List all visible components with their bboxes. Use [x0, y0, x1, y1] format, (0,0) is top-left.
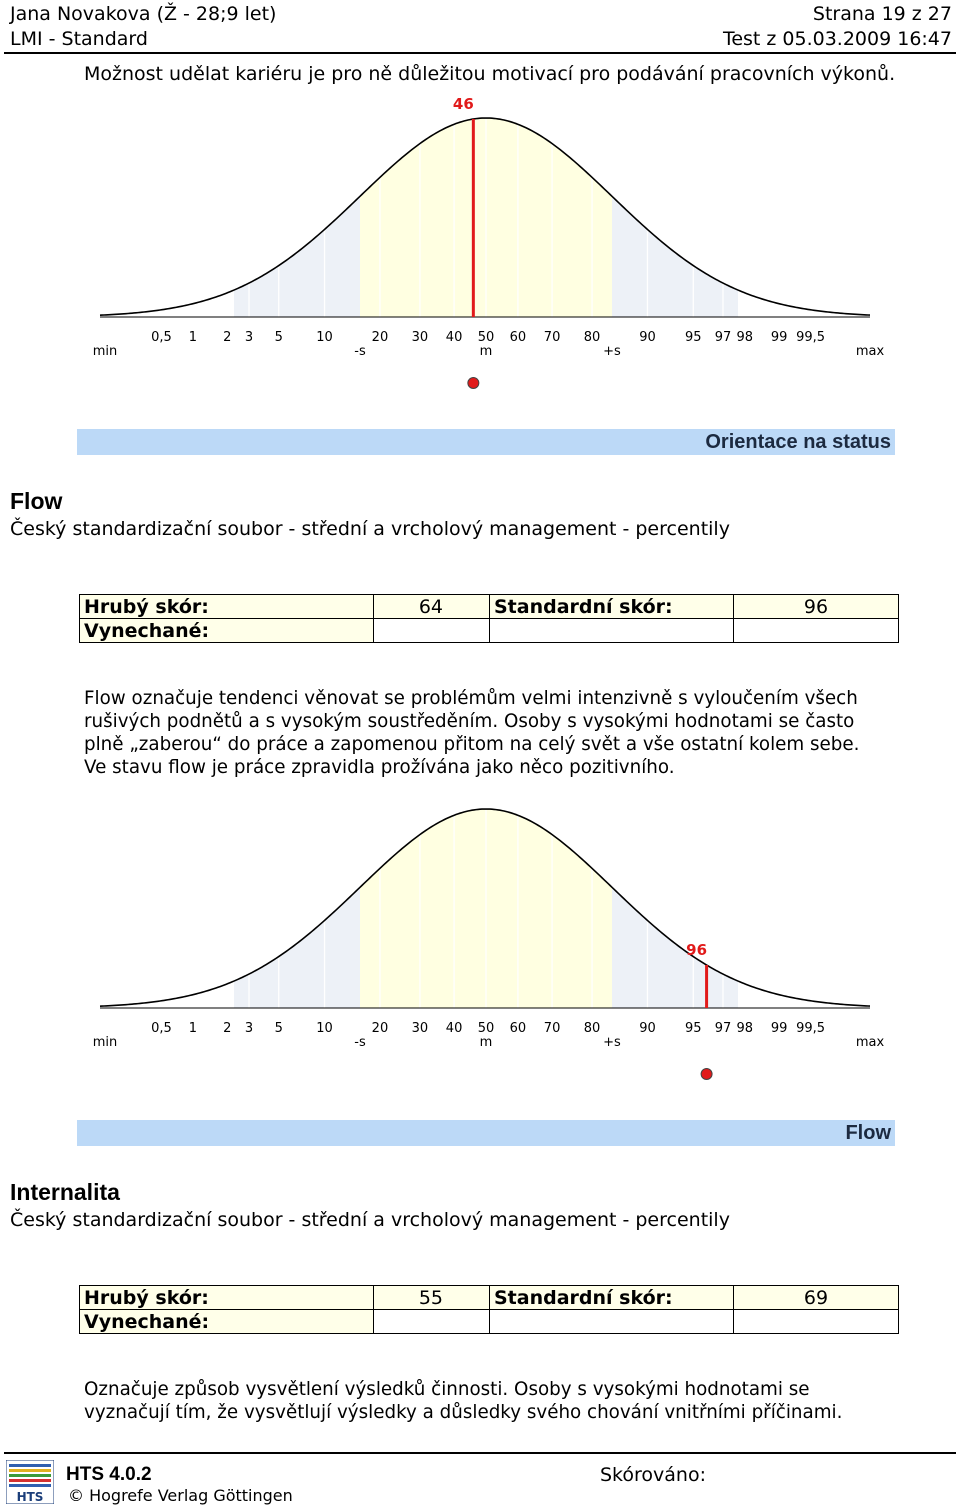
standard-score-value: 69	[734, 1286, 899, 1310]
x-tick-label: 60	[509, 330, 527, 345]
x-tick-label: 70	[543, 330, 561, 345]
score-table-internalita	[79, 1285, 899, 1334]
x-label-min: min	[92, 344, 118, 359]
x-tick-label: 2	[223, 330, 232, 345]
x-tick-label: 97	[714, 330, 732, 345]
x-tick-label: 90	[639, 330, 656, 345]
empty-cell	[490, 619, 734, 643]
scale-band-flow: Flow	[77, 1120, 895, 1146]
score-marker-dot	[701, 1069, 712, 1080]
footer-version: HTS 4.0.2	[66, 1464, 152, 1485]
x-tick-label: 80	[583, 330, 601, 345]
hts-logo	[6, 1460, 54, 1504]
x-tick-label: 40	[445, 1021, 463, 1036]
x-label-max: max	[855, 344, 885, 359]
scale-band-status: Orientace na status	[77, 429, 895, 455]
missing-value	[374, 619, 490, 643]
section-subtitle-flow: Český standardizační soubor - střední a vrcholový management - percentily	[10, 518, 730, 540]
raw-score-label: Hrubý skór:	[80, 1286, 374, 1310]
description-flow	[84, 687, 914, 779]
score-table-flow	[79, 594, 899, 643]
x-tick-label: 95	[684, 330, 702, 345]
standard-score-label: Standardní skór:	[490, 595, 734, 619]
distribution-chart-status	[0, 90, 960, 400]
x-tick-label: 20	[371, 330, 389, 345]
x-tick-label: 99	[770, 330, 788, 345]
standard-score-label: Standardní skór:	[490, 1286, 734, 1310]
x-tick-label: 60	[509, 1021, 527, 1036]
raw-score-value: 64	[374, 595, 490, 619]
x-label-plus-s: +s	[603, 344, 621, 359]
x-label-minus-s: -s	[354, 1035, 366, 1050]
x-tick-label: 30	[411, 330, 429, 345]
x-tick-label: 2	[223, 1021, 232, 1036]
score-marker-dot	[468, 378, 479, 389]
x-tick-label: 0,5	[151, 330, 172, 345]
x-tick-label: 10	[316, 1021, 333, 1036]
page-number: Strana 19 z 27	[812, 3, 952, 25]
x-label-min: min	[92, 1035, 118, 1050]
footer-scored-label: Skórováno:	[600, 1464, 706, 1486]
x-tick-label: 5	[274, 1021, 283, 1036]
x-tick-label: 3	[244, 1021, 254, 1036]
raw-score-label: Hrubý skór:	[80, 595, 374, 619]
description-line: Flow označuje tendenci věnovat se problémům velmi intenzivně s vyloučením všech	[84, 688, 858, 709]
x-tick-label: 95	[684, 1021, 702, 1036]
x-tick-label: 3	[244, 330, 254, 345]
logo-text: HTS	[16, 1490, 44, 1504]
x-label-max: max	[855, 1035, 885, 1050]
x-tick-label: 70	[543, 1021, 561, 1036]
section-title-flow: Flow	[10, 488, 63, 514]
x-tick-label: 30	[411, 1021, 429, 1036]
x-tick-label: 1	[188, 330, 198, 345]
x-tick-label: 99,5	[796, 1021, 826, 1036]
empty-cell	[734, 619, 899, 643]
x-label-minus-s: -s	[354, 344, 366, 359]
x-label-m: m	[479, 1035, 493, 1050]
x-tick-label: 90	[639, 1021, 656, 1036]
description-line: Ve stavu flow je práce zpravidla prožívána jako něco pozitivního.	[84, 757, 675, 778]
section-title-internalita: Internalita	[10, 1179, 120, 1205]
x-tick-label: 5	[274, 330, 283, 345]
x-tick-label: 98	[736, 330, 754, 345]
x-label-plus-s: +s	[603, 1035, 621, 1050]
empty-cell	[490, 1310, 734, 1334]
x-tick-label: 0,5	[151, 1021, 172, 1036]
missing-label: Vynechané:	[80, 619, 374, 643]
x-tick-label: 10	[316, 330, 333, 345]
x-tick-label: 99	[770, 1021, 788, 1036]
test-date: Test z 05.03.2009 16:47	[722, 28, 952, 50]
footer-publisher: © Hogrefe Verlag Göttingen	[68, 1486, 293, 1505]
x-tick-label: 98	[736, 1021, 754, 1036]
missing-label: Vynechané:	[80, 1310, 374, 1334]
x-tick-label: 50	[477, 330, 495, 345]
test-name: LMI - Standard	[10, 28, 148, 50]
x-tick-label: 50	[477, 1021, 495, 1036]
description-internalita	[84, 1378, 914, 1424]
x-tick-label: 97	[714, 1021, 732, 1036]
raw-score-value: 55	[374, 1286, 490, 1310]
section-subtitle-internalita: Český standardizační soubor - střední a vrcholový management - percentily	[10, 1209, 730, 1231]
x-tick-label: 20	[371, 1021, 389, 1036]
hts-logo-icon	[6, 1460, 54, 1504]
score-marker-label: 96	[686, 941, 708, 960]
missing-value	[374, 1310, 490, 1334]
x-tick-label: 40	[445, 330, 463, 345]
header-divider	[4, 52, 956, 54]
footer-divider	[4, 1452, 956, 1454]
description-line: Označuje způsob vysvětlení výsledků činnosti. Osoby s vysokými hodnotami se	[84, 1379, 810, 1400]
distribution-chart-flow	[0, 781, 960, 1091]
intro-text: Možnost udělat kariéru je pro ně důležitou motivací pro podávání pracovních výkonů.	[84, 63, 896, 85]
description-line: rušivých podnětů a s vysokým soustředěním. Osoby s vysokými hodnotami se často	[84, 711, 855, 732]
description-line: vyznačují tím, že vysvětlují výsledky a důsledky svého chování vnitřními příčinami.	[84, 1402, 843, 1423]
standard-score-value: 96	[734, 595, 899, 619]
empty-cell	[734, 1310, 899, 1334]
description-line: plně „zaberou“ do práce a zapomenou přitom na celý svět a vše ostatní kolem sebe.	[84, 734, 860, 755]
x-tick-label: 1	[188, 1021, 198, 1036]
x-tick-label: 80	[583, 1021, 601, 1036]
person-name: Jana Novakova (Ž - 28;9 let)	[10, 3, 277, 25]
x-label-m: m	[479, 344, 493, 359]
score-marker-label: 46	[452, 95, 474, 114]
x-tick-label: 99,5	[796, 330, 826, 345]
